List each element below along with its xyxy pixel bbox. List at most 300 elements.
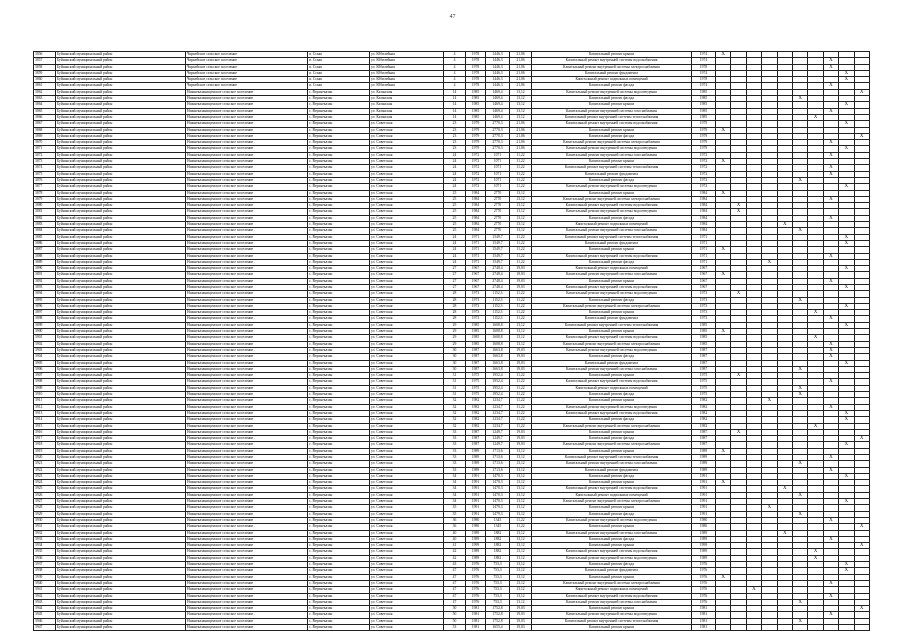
- cell-year: 1989: [466, 555, 486, 561]
- cell-id: 3857: [34, 58, 56, 64]
- cell-year: 1972: [466, 177, 486, 183]
- cell-area: 1752,8: [486, 618, 510, 624]
- cell-settlement_type: Нижнеказанищенское сельское поселение: [186, 203, 308, 209]
- cell-district: Буйнакский муниципальный район: [56, 392, 186, 398]
- cell-district: Буйнакский муниципальный район: [56, 171, 186, 177]
- cell-dec: 11,22: [510, 303, 532, 309]
- cell-year: 1981: [466, 612, 486, 618]
- cell-m9: X: [839, 360, 854, 366]
- cell-street: ул. Советская: [370, 599, 444, 605]
- cell-m1: X: [716, 480, 731, 486]
- cell-settlement_type: Нижнеказанищенское сельское поселение: [186, 461, 308, 467]
- cell-district: Буйнакский муниципальный район: [56, 379, 186, 385]
- cell-year: 1973: [466, 297, 486, 303]
- cell-repair_type: Капитальный ремонт фундамента: [532, 70, 692, 76]
- cell-settlement_type: Нижнеказанищенское сельское поселение: [186, 429, 308, 435]
- cell-area: 1608,8: [486, 329, 510, 335]
- cell-street: ул. Советская: [370, 366, 444, 372]
- cell-repair_type: Капитальный ремонт внутренней системы электроснабжения: [532, 442, 692, 448]
- cell-street: ул. Советская: [370, 297, 444, 303]
- cell-area: 1071: [486, 152, 510, 158]
- cell-district: Буйнакский муниципальный район: [56, 612, 186, 618]
- cell-district: Буйнакский муниципальный район: [56, 102, 186, 108]
- cell-id: 3887: [34, 247, 56, 253]
- cell-district: Буйнакский муниципальный район: [56, 322, 186, 328]
- cell-plan_year: 1989: [692, 455, 716, 461]
- cell-plan_year: 1985: [692, 329, 716, 335]
- cell-m1: X: [716, 247, 731, 253]
- cell-m2: X: [731, 203, 746, 209]
- cell-dec: 21,06: [510, 83, 532, 89]
- cell-house: 36: [444, 524, 466, 530]
- cell-settlement: с. Верхнеказан: [308, 410, 370, 416]
- cell-dec: 13,12: [510, 492, 532, 498]
- cell-id: 3896: [34, 303, 56, 309]
- cell-settlement_type: Нижнеказанищенское сельское поселение: [186, 152, 308, 158]
- cell-street: ул. Казанская: [370, 89, 444, 95]
- cell-house: 47: [444, 580, 466, 586]
- cell-district: Буйнакский муниципальный район: [56, 473, 186, 479]
- cell-dec: 13,12: [510, 568, 532, 574]
- cell-settlement_type: Нижнеказанищенское сельское поселение: [186, 102, 308, 108]
- cell-house: 4: [444, 64, 466, 70]
- cell-district: Буйнакский муниципальный район: [56, 517, 186, 523]
- cell-id: 3868: [34, 127, 56, 133]
- cell-year: 1978: [466, 83, 486, 89]
- cell-year: 1987: [466, 347, 486, 353]
- cell-settlement: с. Верхнеказан: [308, 253, 370, 259]
- cell-dec: 19,03: [510, 606, 532, 612]
- cell-district: Буйнакский муниципальный район: [56, 499, 186, 505]
- cell-street: ул. Советская: [370, 379, 444, 385]
- cell-repair_type: Капитальный ремонт крыши: [532, 625, 692, 631]
- cell-district: Буйнакский муниципальный район: [56, 335, 186, 341]
- cell-street: ул. Советская: [370, 272, 444, 278]
- cell-m8: X: [823, 341, 838, 347]
- cell-area: 1446,3: [486, 70, 510, 76]
- cell-plan_year: 1982: [692, 410, 716, 416]
- cell-settlement_type: Нижнеказанищенское сельское поселение: [186, 448, 308, 454]
- cell-year: 1976: [466, 562, 486, 568]
- cell-m8: [823, 625, 838, 631]
- cell-dec: 13,12: [510, 461, 532, 467]
- cell-id: 3893: [34, 284, 56, 290]
- cell-repair_type: Капитальный ремонт внутренней системы водоотведения: [532, 555, 692, 561]
- cell-district: Буйнакский муниципальный район: [56, 253, 186, 259]
- cell-settlement: с. Верхнеказан: [308, 278, 370, 284]
- cell-dec: 13,12: [510, 341, 532, 347]
- cell-m6: [792, 625, 807, 631]
- cell-id: 3928: [34, 505, 56, 511]
- cell-street: ул. Советская: [370, 215, 444, 221]
- cell-year: 1985: [466, 102, 486, 108]
- cell-m8: X: [823, 316, 838, 322]
- cell-settlement: с. Верхнеказан: [308, 580, 370, 586]
- cell-id: 3926: [34, 492, 56, 498]
- cell-m8: X: [823, 404, 838, 410]
- cell-settlement: с. Верхнеказан: [308, 492, 370, 498]
- cell-plan_year: 1991: [692, 511, 716, 517]
- cell-street: ул. Юбилейная: [370, 70, 444, 76]
- cell-house: 30: [444, 354, 466, 360]
- cell-settlement_type: Нижнеказанищенское сельское поселение: [186, 549, 308, 555]
- cell-year: 1978: [466, 64, 486, 70]
- cell-year: 1976: [466, 580, 486, 586]
- cell-year: 1982: [466, 410, 486, 416]
- cell-dec: 19,03: [510, 278, 532, 284]
- cell-dec: 13,12: [510, 190, 532, 196]
- cell-repair_type: Капитальный ремонт крыши: [532, 543, 692, 549]
- cell-house: 43: [444, 562, 466, 568]
- cell-district: Буйнакский муниципальный район: [56, 329, 186, 335]
- cell-district: Буйнакский муниципальный район: [56, 247, 186, 253]
- cell-dec: 11,22: [510, 398, 532, 404]
- cell-settlement: с. Верхнеказан: [308, 612, 370, 618]
- cell-settlement_type: Нижнеказанищенское сельское поселение: [186, 423, 308, 429]
- cell-m6: X: [792, 297, 807, 303]
- cell-settlement_type: Нижнеказанищенское сельское поселение: [186, 228, 308, 234]
- cell-house: 34: [444, 480, 466, 486]
- cell-street: ул. Советская: [370, 593, 444, 599]
- cell-dec: 13,12: [510, 543, 532, 549]
- cell-year: 1984: [466, 190, 486, 196]
- cell-settlement_type: Нижнеказанищенское сельское поселение: [186, 511, 308, 517]
- cell-street: ул. Советская: [370, 574, 444, 580]
- cell-m9: X: [839, 70, 854, 76]
- cell-area: 1234,7: [486, 410, 510, 416]
- cell-m8: X: [823, 196, 838, 202]
- cell-settlement_type: Нижнеказанищенское сельское поселение: [186, 599, 308, 605]
- cell-repair_type: Капитальный ремонт фасада: [532, 259, 692, 265]
- cell-repair_type: Капитальный ремонт внутренней системы теплоснабжения: [532, 114, 692, 120]
- cell-street: ул. Советская: [370, 524, 444, 530]
- cell-dec: 21,06: [510, 64, 532, 70]
- cell-id: 3871: [34, 146, 56, 152]
- cell-street: ул. Юбилейная: [370, 77, 444, 83]
- cell-dec: 11,22: [510, 152, 532, 158]
- cell-settlement_type: Нижнеказанищенское сельское поселение: [186, 247, 308, 253]
- cell-repair_type: Капитальный ремонт внутренней системы водоснабжения: [532, 284, 692, 290]
- cell-street: ул. Советская: [370, 398, 444, 404]
- cell-area: 2770: [486, 203, 510, 209]
- cell-house: 36: [444, 517, 466, 523]
- cell-m10: [854, 625, 869, 631]
- cell-id: 3867: [34, 121, 56, 127]
- cell-m10: X: [854, 133, 869, 139]
- cell-year: 1984: [466, 196, 486, 202]
- cell-repair_type: Капитальный ремонт фасада: [532, 177, 692, 183]
- cell-year: 1989: [466, 448, 486, 454]
- cell-district: Буйнакский муниципальный район: [56, 83, 186, 89]
- cell-year: 1985: [466, 322, 486, 328]
- cell-id: 3862: [34, 89, 56, 95]
- cell-house: 25: [444, 228, 466, 234]
- cell-district: Буйнакский муниципальный район: [56, 146, 186, 152]
- cell-dec: 13,12: [510, 580, 532, 586]
- cell-district: Буйнакский муниципальный район: [56, 467, 186, 473]
- cell-repair_type: Капитальный ремонт внутренней системы теплоснабжения: [532, 618, 692, 624]
- cell-m1: X: [716, 574, 731, 580]
- cell-settlement: с. Верхнеказан: [308, 196, 370, 202]
- cell-plan_year: 1981: [692, 606, 716, 612]
- cell-repair_type: Капитальный ремонт крыши: [532, 373, 692, 379]
- cell-street: ул. Советская: [370, 165, 444, 171]
- cell-m7: X: [808, 335, 823, 341]
- cell-id: 3940: [34, 580, 56, 586]
- cell-settlement: с. Верхнеказан: [308, 524, 370, 530]
- cell-area: 1071: [486, 184, 510, 190]
- cell-house: 30: [444, 360, 466, 366]
- cell-street: ул. Советская: [370, 190, 444, 196]
- cell-house: 23: [444, 127, 466, 133]
- cell-settlement_type: Нижнеказанищенское сельское поселение: [186, 284, 308, 290]
- cell-m9: X: [839, 234, 854, 240]
- cell-dec: 11,22: [510, 392, 532, 398]
- cell-district: Буйнакский муниципальный район: [56, 505, 186, 511]
- cell-year: 1987: [466, 354, 486, 360]
- cell-street: ул. Советская: [370, 385, 444, 391]
- cell-district: Буйнакский муниципальный район: [56, 580, 186, 586]
- cell-dec: 21,06: [510, 127, 532, 133]
- cell-district: Буйнакский муниципальный район: [56, 530, 186, 536]
- cell-m2: X: [731, 373, 746, 379]
- cell-dec: 13,12: [510, 473, 532, 479]
- cell-street: ул. Советская: [370, 530, 444, 536]
- cell-settlement: с. Верхнеказан: [308, 96, 370, 102]
- cell-district: Буйнакский муниципальный район: [56, 310, 186, 316]
- cell-year: 1980: [466, 517, 486, 523]
- cell-id: 3863: [34, 96, 56, 102]
- cell-repair_type: Капитальный ремонт внутренней системы электроснабжения: [532, 580, 692, 586]
- cell-street: ул. Советская: [370, 536, 444, 542]
- cell-street: ул. Юбилейная: [370, 52, 444, 58]
- cell-area: 753,3: [486, 593, 510, 599]
- cell-repair_type: Капитальный ремонт крыши: [532, 329, 692, 335]
- cell-repair_type: Капитальный ремонт внутренней системы газоснабжения: [532, 108, 692, 114]
- cell-dec: 19,03: [510, 272, 532, 278]
- cell-m1: [716, 625, 731, 631]
- cell-district: Буйнакский муниципальный район: [56, 461, 186, 467]
- cell-plan_year: 1980: [692, 517, 716, 523]
- cell-m5: X: [777, 486, 792, 492]
- cell-settlement: с. Верхнеказан: [308, 127, 370, 133]
- cell-settlement_type: Нижнеказанищенское сельское поселение: [186, 574, 308, 580]
- cell-id: 3924: [34, 480, 56, 486]
- cell-repair_type: Капитальный ремонт фасада: [532, 354, 692, 360]
- cell-settlement_type: Нижнеказанищенское сельское поселение: [186, 580, 308, 586]
- cell-area: 1882: [486, 555, 510, 561]
- cell-area: 1152,3: [486, 316, 510, 322]
- cell-street: ул. Советская: [370, 499, 444, 505]
- page-number: 47: [449, 14, 456, 20]
- cell-settlement_type: Нижнеказанищенское сельское поселение: [186, 114, 308, 120]
- cell-house: 50: [444, 612, 466, 618]
- cell-settlement_type: Нижнеказанищенское сельское поселение: [186, 360, 308, 366]
- cell-house: 25: [444, 203, 466, 209]
- cell-repair_type: Капитальный ремонт фундамента: [532, 467, 692, 473]
- cell-settlement_type: Нижнеказанищенское сельское поселение: [186, 536, 308, 542]
- cell-street: ул. Советская: [370, 240, 444, 246]
- cell-district: Буйнакский муниципальный район: [56, 486, 186, 492]
- cell-year: 1976: [466, 593, 486, 599]
- cell-dec: 13,12: [510, 329, 532, 335]
- cell-area: 753,3: [486, 574, 510, 580]
- cell-dec: 11,22: [510, 177, 532, 183]
- cell-m3: X: [746, 587, 761, 593]
- cell-repair_type: Капитальный ремонт фасада: [532, 392, 692, 398]
- cell-m2: X: [731, 429, 746, 435]
- cell-year: 1976: [466, 587, 486, 593]
- cell-area: 1152,3: [486, 303, 510, 309]
- cell-m1: X: [716, 159, 731, 165]
- cell-house: 27: [444, 266, 466, 272]
- cell-year: 1991: [466, 492, 486, 498]
- cell-repair_type: Капитальный ремонт внутренней системы водоснабжения: [532, 203, 692, 209]
- cell-area: 1249,7: [486, 436, 510, 442]
- cell-dec: 19,03: [510, 284, 532, 290]
- cell-repair_type: Капитальный ремонт фасада: [532, 96, 692, 102]
- cell-repair_type: Капитальный ремонт внутренней системы водоснабжения: [532, 410, 692, 416]
- cell-plan_year: 1987: [692, 436, 716, 442]
- table-row: [34, 625, 870, 631]
- cell-plan_year: 1971: [692, 240, 716, 246]
- cell-district: Буйнакский муниципальный район: [56, 152, 186, 158]
- cell-repair_type: Капитальный ремонт крыши: [532, 159, 692, 165]
- cell-settlement_type: Нижнеказанищенское сельское поселение: [186, 606, 308, 612]
- cell-house: 24: [444, 171, 466, 177]
- cell-settlement_type: Нижнеказанищенское сельское поселение: [186, 159, 308, 165]
- cell-house: 28: [444, 303, 466, 309]
- cell-area: 1071: [486, 165, 510, 171]
- cell-area: 1234,7: [486, 398, 510, 404]
- cell-plan_year: 1989: [692, 530, 716, 536]
- cell-plan_year: 1985: [692, 89, 716, 95]
- cell-dec: 11,22: [510, 297, 532, 303]
- cell-settlement_type: Нижнеказанищенское сельское поселение: [186, 96, 308, 102]
- cell-settlement_type: Чиркейское сельское поселение: [186, 52, 308, 58]
- cell-area: 1713,6: [486, 448, 510, 454]
- cell-id: 3877: [34, 184, 56, 190]
- cell-area: 1479,3: [486, 511, 510, 517]
- cell-plan_year: 1991: [692, 473, 716, 479]
- cell-house: 32: [444, 417, 466, 423]
- table-body: [34, 52, 870, 631]
- cell-house: 35: [444, 511, 466, 517]
- cell-settlement_type: Чиркейское сельское поселение: [186, 64, 308, 70]
- cell-year: 1972: [466, 159, 486, 165]
- cell-settlement: с. Верхнеказан: [308, 102, 370, 108]
- cell-dec: 11,22: [510, 171, 532, 177]
- cell-area: 2770: [486, 196, 510, 202]
- cell-house: 23: [444, 133, 466, 139]
- cell-repair_type: Капитальный ремонт фундамента: [532, 171, 692, 177]
- cell-district: Буйнакский муниципальный район: [56, 52, 186, 58]
- cell-plan_year: 1987: [692, 354, 716, 360]
- cell-m1: X: [716, 448, 731, 454]
- cell-id: 3947: [34, 625, 56, 631]
- cell-settlement_type: Нижнеказанищенское сельское поселение: [186, 266, 308, 272]
- cell-area: 2770: [486, 215, 510, 221]
- cell-m10: X: [854, 89, 869, 95]
- cell-settlement: с. Верхнеказан: [308, 234, 370, 240]
- cell-id: 3927: [34, 499, 56, 505]
- cell-district: Буйнакский муниципальный район: [56, 259, 186, 265]
- cell-area: 1882: [486, 549, 510, 555]
- cell-area: 753,3: [486, 587, 510, 593]
- cell-repair_type: Капитальный ремонт крыши: [532, 102, 692, 108]
- repair-program-table: [33, 51, 870, 631]
- cell-year: 1987: [466, 366, 486, 372]
- cell-year: 1979: [466, 133, 486, 139]
- cell-district: Буйнакский муниципальный район: [56, 625, 186, 631]
- cell-house: 31: [444, 373, 466, 379]
- cell-m9: X: [839, 121, 854, 127]
- cell-repair_type: Капитальный ремонт внутренней системы водоснабжения: [532, 593, 692, 599]
- cell-settlement_type: Чиркейское сельское поселение: [186, 77, 308, 83]
- cell-street: ул. Советская: [370, 354, 444, 360]
- cell-m4: X: [762, 398, 777, 404]
- cell-area: 1071: [486, 177, 510, 183]
- cell-district: Буйнакский муниципальный район: [56, 568, 186, 574]
- cell-id: 3935: [34, 549, 56, 555]
- cell-year: 1982: [466, 404, 486, 410]
- cell-district: Буйнакский муниципальный район: [56, 284, 186, 290]
- cell-m6: X: [792, 461, 807, 467]
- cell-id: 3883: [34, 222, 56, 228]
- cell-repair_type: Капитальный ремонт внутренней системы газоснабжения: [532, 152, 692, 158]
- cell-m10: X: [854, 436, 869, 442]
- cell-year: 1989: [466, 467, 486, 473]
- cell-house: 27: [444, 284, 466, 290]
- cell-repair_type: Капитальный ремонт внутренней системы водоснабжения: [532, 379, 692, 385]
- cell-district: Буйнакский муниципальный район: [56, 70, 186, 76]
- cell-repair_type: Капитальный ремонт внутренней системы теплоснабжения: [532, 455, 692, 461]
- cell-settlement_type: Нижнеказанищенское сельское поселение: [186, 442, 308, 448]
- cell-settlement_type: Нижнеказанищенское сельское поселение: [186, 379, 308, 385]
- cell-settlement_type: Нижнеказанищенское сельское поселение: [186, 505, 308, 511]
- cell-dec: 19,03: [510, 618, 532, 624]
- cell-street: ул. Советская: [370, 266, 444, 272]
- cell-id: 3918: [34, 442, 56, 448]
- cell-year: 1976: [466, 568, 486, 574]
- cell-dec: 11,22: [510, 524, 532, 530]
- cell-repair_type: Капитальный ремонт внутренней системы водоотведения: [532, 404, 692, 410]
- cell-m5: [777, 625, 792, 631]
- cell-area: 1071: [486, 159, 510, 165]
- cell-dec: 13,12: [510, 480, 532, 486]
- cell-m9: X: [839, 240, 854, 246]
- cell-area: 2748,4: [486, 278, 510, 284]
- cell-area: 1470,3: [486, 486, 510, 492]
- cell-dec: 13,12: [510, 114, 532, 120]
- cell-settlement: с. Верхнеказан: [308, 618, 370, 624]
- cell-plan_year: 1981: [692, 612, 716, 618]
- cell-dec: 11,22: [510, 247, 532, 253]
- cell-area: 2748,4: [486, 284, 510, 290]
- cell-district: Буйнакский муниципальный район: [56, 58, 186, 64]
- cell-area: 1071: [486, 171, 510, 177]
- cell-district: Буйнакский муниципальный район: [56, 366, 186, 372]
- cell-area: 1713,6: [486, 455, 510, 461]
- cell-settlement: с. Верхнеказан: [308, 222, 370, 228]
- cell-dec: 13,12: [510, 209, 532, 215]
- cell-m1: X: [716, 329, 731, 335]
- cell-year: 1976: [466, 574, 486, 580]
- cell-house: 47: [444, 599, 466, 605]
- cell-dec: 19,03: [510, 354, 532, 360]
- cell-plan_year: 1979: [692, 146, 716, 152]
- cell-street: ул. Советская: [370, 253, 444, 259]
